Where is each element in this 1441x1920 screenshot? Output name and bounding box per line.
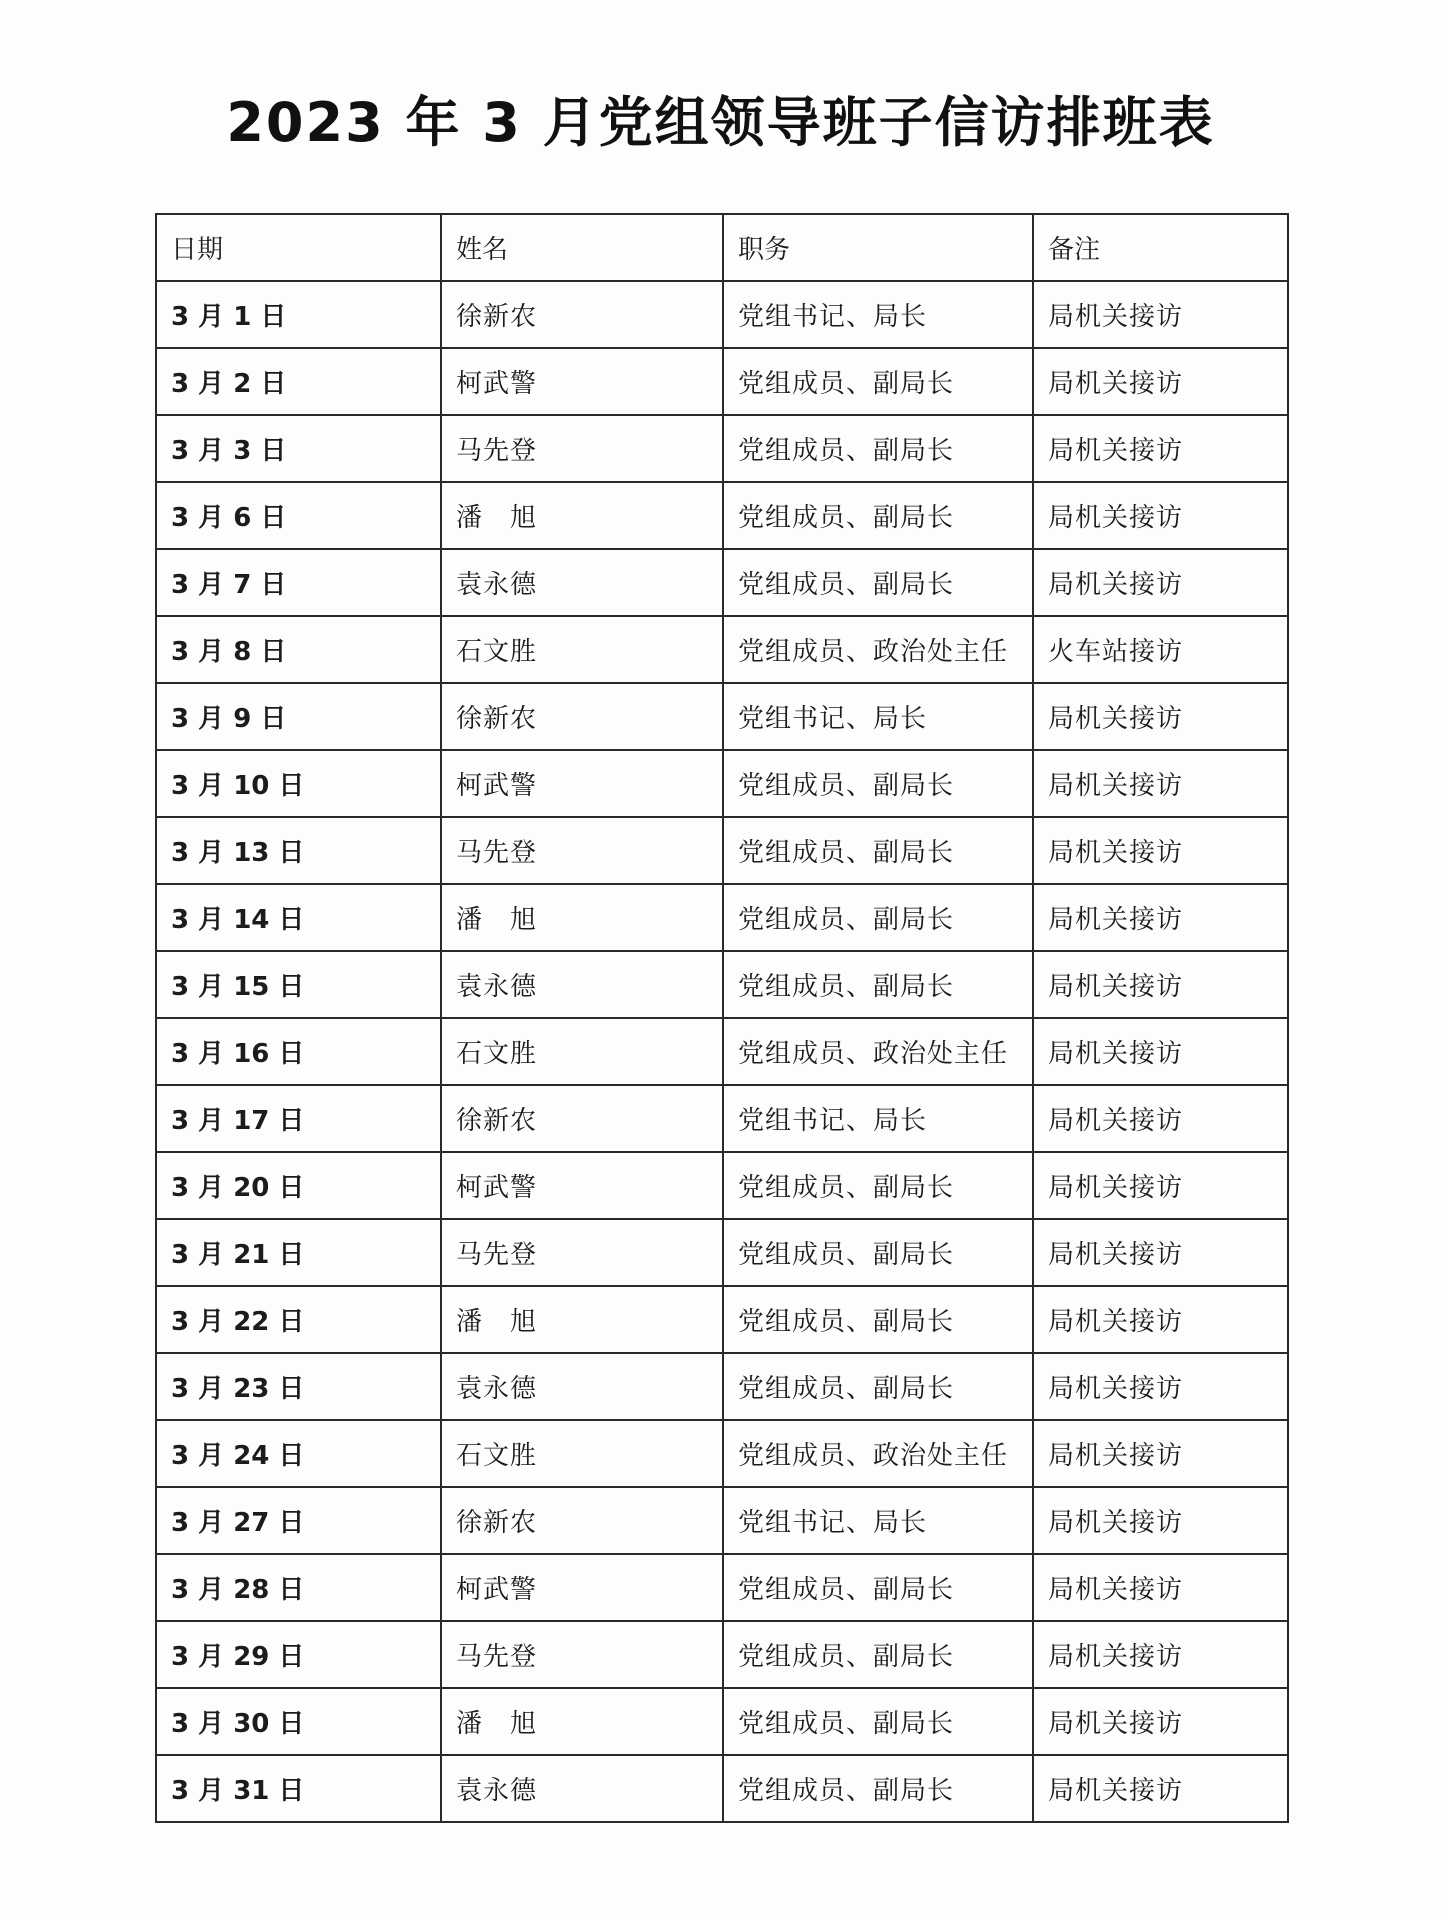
cell-name: 石文胜	[441, 1420, 723, 1487]
cell-note: 局机关接访	[1033, 1420, 1288, 1487]
table-row	[156, 1487, 1288, 1554]
table-row	[156, 1353, 1288, 1420]
cell-role: 党组成员、政治处主任	[723, 1420, 1033, 1487]
cell-date: 3 月 31 日	[156, 1755, 441, 1822]
column-header-role: 职务	[723, 214, 1033, 281]
cell-role: 党组成员、副局长	[723, 1621, 1033, 1688]
cell-name: 马先登	[441, 415, 723, 482]
schedule-table	[155, 213, 1289, 1823]
cell-date: 3 月 7 日	[156, 549, 441, 616]
cell-role: 党组成员、副局长	[723, 817, 1033, 884]
cell-date: 3 月 1 日	[156, 281, 441, 348]
cell-note: 局机关接访	[1033, 1755, 1288, 1822]
cell-note: 局机关接访	[1033, 1152, 1288, 1219]
cell-role: 党组书记、局长	[723, 683, 1033, 750]
cell-note: 局机关接访	[1033, 1286, 1288, 1353]
table-header	[156, 214, 1288, 281]
cell-name: 柯武警	[441, 348, 723, 415]
cell-note: 局机关接访	[1033, 348, 1288, 415]
table-row	[156, 1286, 1288, 1353]
cell-role: 党组成员、副局长	[723, 482, 1033, 549]
cell-note: 局机关接访	[1033, 1621, 1288, 1688]
cell-date: 3 月 16 日	[156, 1018, 441, 1085]
cell-name: 徐新农	[441, 683, 723, 750]
cell-date: 3 月 20 日	[156, 1152, 441, 1219]
cell-note: 局机关接访	[1033, 683, 1288, 750]
table-row	[156, 817, 1288, 884]
cell-name: 袁永德	[441, 1755, 723, 1822]
cell-name: 徐新农	[441, 1085, 723, 1152]
table-row	[156, 951, 1288, 1018]
page-title: 2023 年 3 月党组领导班子信访排班表	[226, 91, 1215, 154]
cell-role: 党组成员、政治处主任	[723, 1018, 1033, 1085]
table-row	[156, 1420, 1288, 1487]
table-row	[156, 281, 1288, 348]
cell-name: 马先登	[441, 1621, 723, 1688]
cell-date: 3 月 28 日	[156, 1554, 441, 1621]
cell-note: 局机关接访	[1033, 1688, 1288, 1755]
table-body	[156, 281, 1288, 1822]
cell-date: 3 月 13 日	[156, 817, 441, 884]
cell-name: 袁永德	[441, 1353, 723, 1420]
table-row	[156, 1621, 1288, 1688]
cell-date: 3 月 17 日	[156, 1085, 441, 1152]
cell-date: 3 月 27 日	[156, 1487, 441, 1554]
table-row	[156, 482, 1288, 549]
cell-role: 党组书记、局长	[723, 281, 1033, 348]
cell-name: 石文胜	[441, 1018, 723, 1085]
table-row	[156, 1085, 1288, 1152]
table-row	[156, 348, 1288, 415]
cell-date: 3 月 14 日	[156, 884, 441, 951]
cell-name: 潘 旭	[441, 482, 723, 549]
cell-role: 党组成员、副局长	[723, 415, 1033, 482]
cell-note: 局机关接访	[1033, 1554, 1288, 1621]
cell-date: 3 月 21 日	[156, 1219, 441, 1286]
cell-role: 党组成员、副局长	[723, 750, 1033, 817]
table-row	[156, 549, 1288, 616]
table-row	[156, 1554, 1288, 1621]
table-row	[156, 415, 1288, 482]
cell-name: 马先登	[441, 1219, 723, 1286]
cell-date: 3 月 9 日	[156, 683, 441, 750]
cell-note: 局机关接访	[1033, 1487, 1288, 1554]
cell-name: 潘 旭	[441, 884, 723, 951]
column-header-date: 日期	[156, 214, 441, 281]
cell-note: 局机关接访	[1033, 1085, 1288, 1152]
cell-role: 党组成员、副局长	[723, 951, 1033, 1018]
cell-note: 局机关接访	[1033, 1219, 1288, 1286]
cell-date: 3 月 23 日	[156, 1353, 441, 1420]
header-row	[156, 214, 1288, 281]
table-row	[156, 616, 1288, 683]
cell-date: 3 月 2 日	[156, 348, 441, 415]
column-header-name: 姓名	[441, 214, 723, 281]
table-row	[156, 1688, 1288, 1755]
cell-name: 袁永德	[441, 549, 723, 616]
cell-note: 局机关接访	[1033, 415, 1288, 482]
cell-name: 徐新农	[441, 1487, 723, 1554]
table-row	[156, 750, 1288, 817]
cell-name: 潘 旭	[441, 1286, 723, 1353]
cell-note: 局机关接访	[1033, 750, 1288, 817]
cell-date: 3 月 22 日	[156, 1286, 441, 1353]
column-header-note: 备注	[1033, 214, 1288, 281]
table-row	[156, 1152, 1288, 1219]
cell-role: 党组书记、局长	[723, 1085, 1033, 1152]
cell-name: 马先登	[441, 817, 723, 884]
cell-note: 局机关接访	[1033, 549, 1288, 616]
cell-note: 局机关接访	[1033, 1353, 1288, 1420]
cell-role: 党组成员、副局长	[723, 1755, 1033, 1822]
cell-name: 徐新农	[441, 281, 723, 348]
table-row	[156, 884, 1288, 951]
cell-date: 3 月 6 日	[156, 482, 441, 549]
cell-name: 柯武警	[441, 750, 723, 817]
cell-role: 党组成员、副局长	[723, 1353, 1033, 1420]
cell-role: 党组成员、副局长	[723, 348, 1033, 415]
cell-note: 火车站接访	[1033, 616, 1288, 683]
cell-note: 局机关接访	[1033, 817, 1288, 884]
cell-name: 潘 旭	[441, 1688, 723, 1755]
cell-date: 3 月 3 日	[156, 415, 441, 482]
cell-note: 局机关接访	[1033, 1018, 1288, 1085]
cell-role: 党组成员、副局长	[723, 1688, 1033, 1755]
cell-date: 3 月 29 日	[156, 1621, 441, 1688]
cell-note: 局机关接访	[1033, 281, 1288, 348]
cell-name: 柯武警	[441, 1152, 723, 1219]
table-row	[156, 1219, 1288, 1286]
cell-role: 党组成员、政治处主任	[723, 616, 1033, 683]
cell-date: 3 月 8 日	[156, 616, 441, 683]
cell-name: 袁永德	[441, 951, 723, 1018]
table-row	[156, 1018, 1288, 1085]
cell-note: 局机关接访	[1033, 482, 1288, 549]
cell-note: 局机关接访	[1033, 884, 1288, 951]
cell-note: 局机关接访	[1033, 951, 1288, 1018]
cell-date: 3 月 24 日	[156, 1420, 441, 1487]
cell-name: 石文胜	[441, 616, 723, 683]
cell-date: 3 月 10 日	[156, 750, 441, 817]
cell-role: 党组成员、副局长	[723, 1286, 1033, 1353]
cell-role: 党组成员、副局长	[723, 1219, 1033, 1286]
cell-date: 3 月 15 日	[156, 951, 441, 1018]
cell-role: 党组成员、副局长	[723, 1554, 1033, 1621]
cell-date: 3 月 30 日	[156, 1688, 441, 1755]
cell-role: 党组成员、副局长	[723, 884, 1033, 951]
table-row	[156, 683, 1288, 750]
table-row	[156, 1755, 1288, 1822]
cell-role: 党组书记、局长	[723, 1487, 1033, 1554]
cell-name: 柯武警	[441, 1554, 723, 1621]
cell-role: 党组成员、副局长	[723, 549, 1033, 616]
cell-role: 党组成员、副局长	[723, 1152, 1033, 1219]
